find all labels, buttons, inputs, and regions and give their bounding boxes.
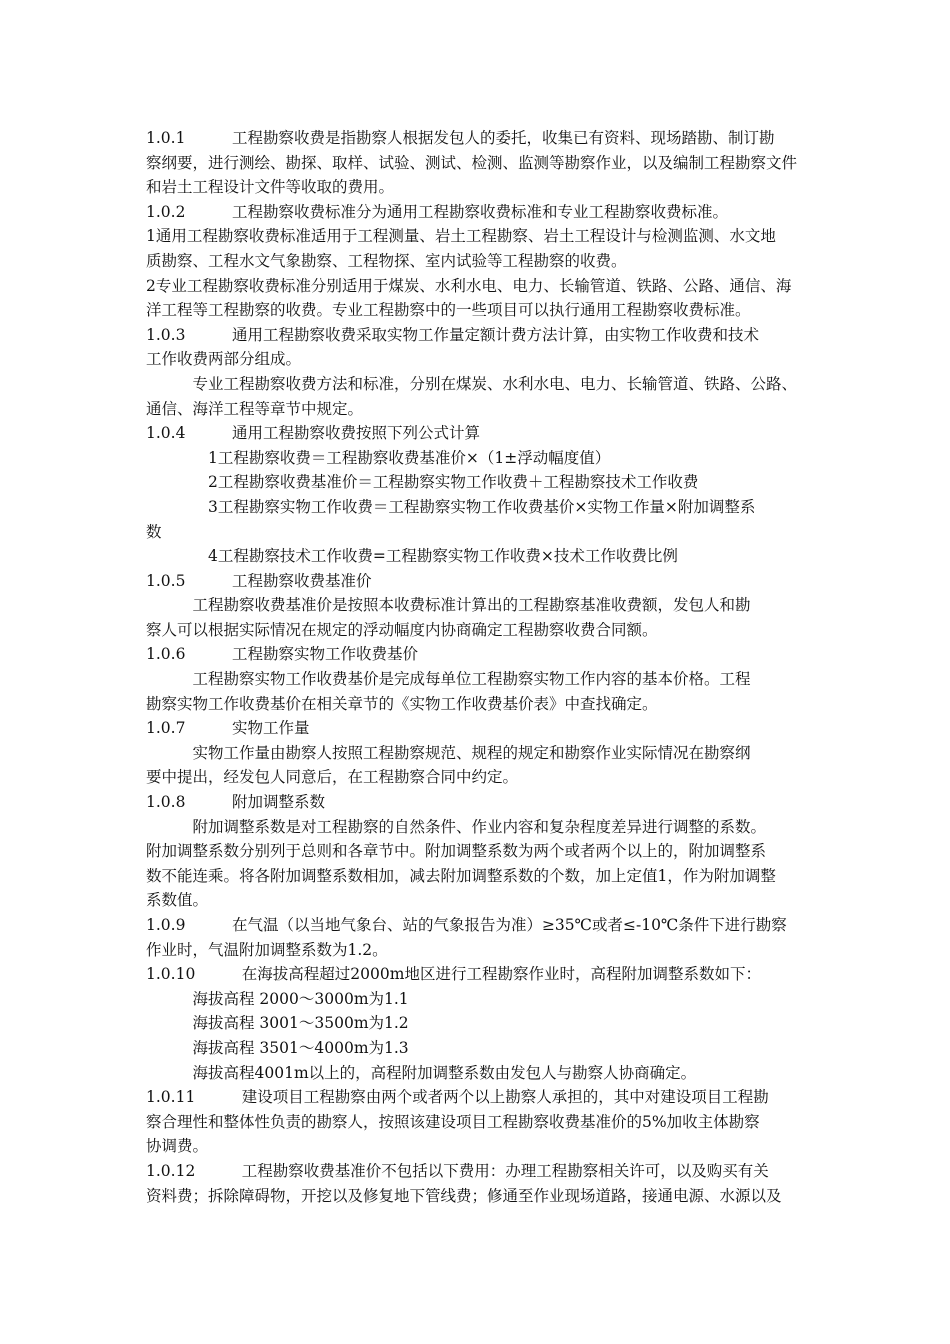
text-line: 数 (146, 522, 162, 541)
text-line: 勘察实物工作收费基价在相关章节的《实物工作收费基价表》中查找确定。 (146, 694, 658, 713)
text-line: 1.0.11 建设项目工程勘察由两个或者两个以上勘察人承担的，其中对建设项目工程勘 (146, 1088, 769, 1107)
text-line: 系数值。 (146, 891, 209, 910)
text-line: 察纲要，进行测绘、勘探、取样、试验、测试、检测、监测等勘察作业，以及编制工程勘察文件 (146, 153, 798, 172)
text-line: 作业时，气温附加调整系数为1.2。 (146, 940, 388, 959)
text-line: 1.0.2 工程勘察收费标准分为通用工程勘察收费标准和专业工程勘察收费标准。 (146, 202, 728, 221)
text-line: 资料费；拆除障碍物，开挖以及修复地下管线费；修通至作业现场道路，接通电源、水源以及 (146, 1186, 782, 1205)
text-line: 洋工程等工程勘察的收费。专业工程勘察中的一些项目可以执行通用工程勘察收费标准。 (146, 301, 751, 320)
text-line: 察人可以根据实际情况在规定的浮动幅度内协商确定工程勘察收费合同额。 (146, 620, 658, 639)
text-line: 1.0.8 附加调整系数 (146, 793, 325, 812)
text-line: 海拔高程 3501～4000m为1.3 (146, 1038, 409, 1057)
text-line: 1.0.5 工程勘察收费基准价 (146, 571, 372, 590)
text-line: 1.0.10 在海拔高程超过2000m地区进行工程勘察作业时，高程附加调整系数如下： (146, 965, 761, 984)
text-line: 2专业工程勘察收费标准分别适用于煤炭、水利水电、电力、长输管道、铁路、公路、通信、海 (146, 276, 792, 295)
text-line: 要中提出，经发包人同意后，在工程勘察合同中约定。 (146, 768, 519, 787)
text-line: 1.0.3 通用工程勘察收费采取实物工作量定额计费方法计算，由实物工作收费和技术 (146, 325, 759, 344)
document-body (146, 126, 814, 1208)
text-line: 通信、海洋工程等章节中规定。 (146, 399, 364, 418)
text-line: 3工程勘察实物工作收费＝工程勘察实物工作收费基价×实物工作量×附加调整系 (146, 497, 756, 516)
text-line: 附加调整系数是对工程勘察的自然条件、作业内容和复杂程度差异进行调整的系数。 (146, 817, 767, 836)
text-line: 1.0.4 通用工程勘察收费按照下列公式计算 (146, 424, 480, 443)
text-line: 工作收费两部分组成。 (146, 350, 302, 369)
text-line: 海拔高程4001m以上的，高程附加调整系数由发包人与勘察人协商确定。 (146, 1063, 697, 1082)
text-line: 1通用工程勘察收费标准适用于工程测量、岩土工程勘察、岩土工程设计与检测监测、水文地 (146, 227, 776, 246)
text-line: 实物工作量由勘察人按照工程勘察规范、规程的规定和勘察作业实际情况在勘察纲 (146, 743, 751, 762)
text-line: 质勘察、工程水文气象勘察、工程物探、室内试验等工程勘察的收费。 (146, 251, 627, 270)
text-line: 协调费。 (146, 1137, 209, 1156)
text-line: 和岩土工程设计文件等收取的费用。 (146, 178, 395, 197)
text-line: 1工程勘察收费＝工程勘察收费基准价×（1±浮动幅度值） (146, 448, 611, 467)
text-line: 1.0.1 工程勘察收费是指勘察人根据发包人的委托，收集已有资料、现场踏勘、制订勘 (146, 129, 775, 147)
text-line: 1.0.6 工程勘察实物工作收费基价 (146, 645, 418, 664)
text-line: 1.0.9 在气温（以当地气象台、站的气象报告为准）≥35℃或者≤-10℃条件下进行勘察 (146, 916, 787, 934)
text-line: 工程勘察实物工作收费基价是完成每单位工程勘察实物工作内容的基本价格。工程 (146, 670, 751, 689)
text-line: 2工程勘察收费基准价＝工程勘察实物工作收费＋工程勘察技术工作收费 (146, 473, 699, 492)
text-line: 4工程勘察技术工作收费=工程勘察实物工作收费×技术工作收费比例 (146, 547, 678, 566)
text-line: 海拔高程 3001～3500m为1.2 (146, 1014, 409, 1033)
text-line: 1.0.7 实物工作量 (146, 719, 310, 738)
text-line: 附加调整系数分别列于总则和各章节中。附加调整系数为两个或者两个以上的，附加调整系 (146, 842, 767, 861)
text-line: 海拔高程 2000～3000m为1.1 (146, 989, 409, 1008)
text-line: 数不能连乘。将各附加调整系数相加，减去附加调整系数的个数，加上定值1，作为附加调整 (146, 866, 776, 885)
text-line: 察合理性和整体性负责的勘察人，按照该建设项目工程勘察收费基准价的5%加收主体勘察 (146, 1112, 760, 1131)
text-line: 工程勘察收费基准价是按照本收费标准计算出的工程勘察基准收费额，发包人和勘 (146, 596, 751, 615)
text-line: 专业工程勘察收费方法和标准，分别在煤炭、水利水电、电力、长输管道、铁路、公路、 (146, 374, 798, 393)
text-line: 1.0.12 工程勘察收费基准价不包括以下费用：办理工程勘察相关许可，以及购买有关 (146, 1161, 769, 1180)
